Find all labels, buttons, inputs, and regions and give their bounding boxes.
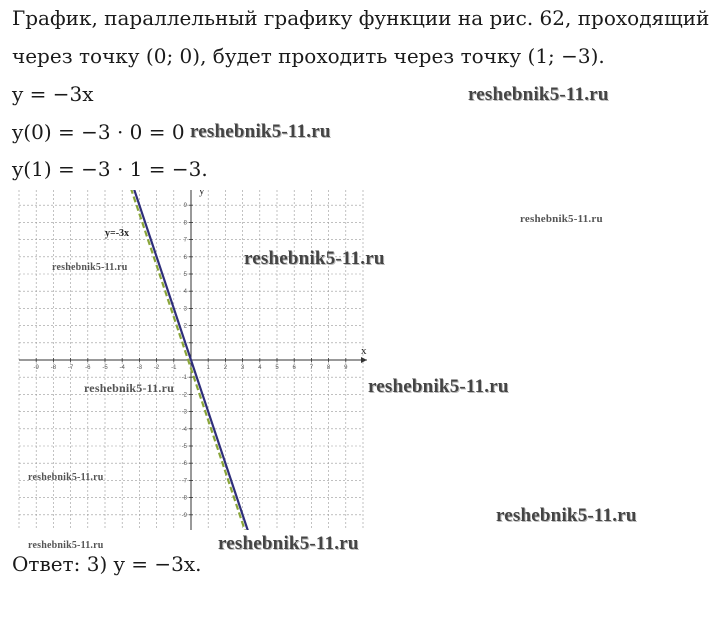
x-tick-label: 9 [344,365,348,371]
y-tick-label: 1 [183,340,187,347]
x-tick-label: -7 [67,365,74,371]
x-tick-label: 6 [292,365,296,371]
x-tick-label: 5 [275,365,279,371]
x-tick-label: -5 [102,365,108,371]
y-axis-label: y [199,190,205,197]
y-tick-label: -8 [181,495,187,502]
y-tick-label: 4 [183,289,187,296]
y-tick-label: 6 [183,254,187,261]
watermark: reshebnik5-11.ru [218,533,359,554]
y-tick-label: -9 [181,512,187,519]
y-tick-label: -2 [181,392,187,399]
watermark: reshebnik5-11.ru [28,472,104,483]
x-axis-label: x [361,345,367,357]
watermark: reshebnik5-11.ru [496,505,637,526]
x-tick-label: -9 [33,365,39,371]
equation-y0: y(0) = −3 · 0 = 0 [12,120,185,144]
y-tick-label: -3 [181,409,187,416]
answer-text: Ответ: 3) y = −3x. [12,552,202,576]
x-tick-label: -6 [85,365,91,371]
watermark: reshebnik5-11.ru [468,84,609,105]
watermark: reshebnik5-11.ru [368,376,509,397]
line-label: y=-3x [105,228,130,240]
x-tick-label: 3 [240,365,245,371]
watermark: reshebnik5-11.ru [190,121,331,142]
x-tick-label: 4 [258,365,262,371]
y-tick-label: -1 [181,375,187,382]
x-tick-label: 2 [223,365,228,371]
text-line-1: График, параллельный графику функции на рис. 62, проходящий [12,6,710,30]
equation-y: y = −3x [12,82,94,106]
y-tick-label: 7 [183,237,187,244]
x-axis-arrow [361,357,367,363]
y-tick-label: -4 [181,426,187,433]
x-tick-label: 8 [326,365,331,371]
x-tick-label: 7 [309,365,314,371]
y-tick-label: -7 [181,478,187,485]
y-tick-label: -6 [181,461,187,468]
y-tick-label: 5 [183,272,187,278]
equation-y1: y(1) = −3 · 1 = −3. [12,157,208,181]
x-tick-label: -4 [119,365,125,371]
y-tick-label: 8 [183,220,187,227]
y-tick-label: 9 [183,203,187,210]
y-tick-label: -5 [181,444,187,450]
watermark: reshebnik5-11.ru [520,213,603,225]
y-tick-label: 2 [183,323,187,330]
x-tick-label: -2 [153,365,160,371]
watermark: reshebnik5-11.ru [52,262,128,273]
x-tick-label: -1 [171,365,177,371]
x-tick-label: 1 [206,365,210,371]
y-tick-label: 3 [183,306,187,313]
watermark: reshebnik5-11.ru [28,540,104,551]
watermark: reshebnik5-11.ru [84,381,174,395]
x-tick-label: -8 [50,365,57,371]
watermark: reshebnik5-11.ru [244,248,385,269]
x-tick-label: -3 [136,365,143,371]
text-line-2: через точку (0; 0), будет проходить через точку (1; −3). [12,44,605,68]
